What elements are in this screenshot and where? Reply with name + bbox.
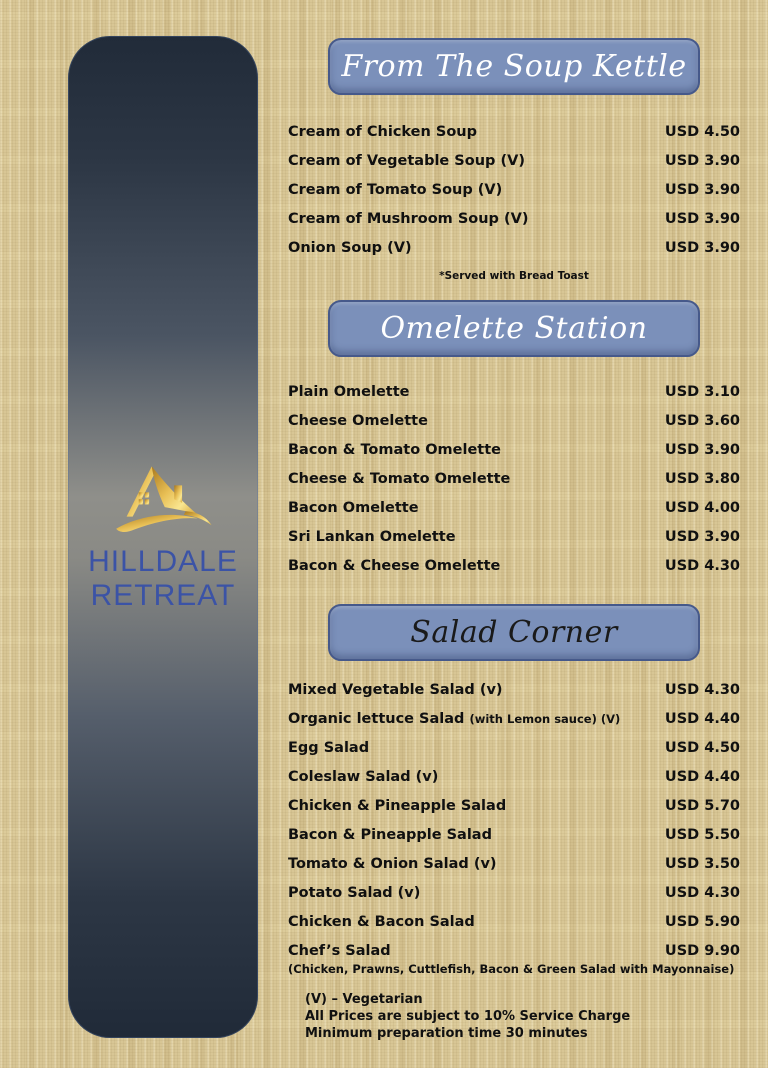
menu-item-name [288,856,497,872]
menu-item-name-text: Cream of Tomato Soup (V) [288,181,503,198]
menu-item-name [288,711,620,727]
menu-item-price: USD 3.90 [664,441,740,458]
menu-item-row [288,117,740,146]
menu-item-name-text: Potato Salad (v) [288,884,421,901]
section-note: *Served with Bread Toast [439,270,589,282]
menu-item-price: USD 4.30 [664,681,740,698]
section-title: Omelette Station [380,311,648,346]
menu-item-name-text: Cream of Mushroom Soup (V) [288,210,529,227]
menu-item-name-text: Bacon Omelette [288,499,419,516]
menu-item-row [288,820,740,849]
menu-item-name [288,153,525,169]
footnote-preparation-time: Minimum preparation time 30 minutes [305,1026,588,1041]
menu-item-name [288,124,477,140]
section-items [288,117,740,262]
menu-sections [288,38,740,977]
menu-item-price: USD 4.40 [664,768,740,785]
menu-item-name-text: Chicken & Pineapple Salad [288,797,507,814]
menu-item-name-text: Sri Lankan Omelette [288,528,456,545]
footnote-service-charge: All Prices are subject to 10% Service Charge [305,1009,631,1024]
menu-item-name [288,384,410,400]
section-items [288,675,740,977]
menu-item-row [288,733,740,762]
brand-logo [68,461,258,613]
menu-item-name [288,413,428,429]
menu-item-name [288,558,500,574]
menu-item-row [288,406,740,435]
hilldale-house-icon [111,461,215,541]
menu-item-name [288,182,502,198]
menu-item-row [288,493,740,522]
menu-item-row [288,936,740,965]
menu-item-name [288,914,475,930]
menu-item-name [288,529,456,545]
menu-item-price: USD 3.50 [664,855,740,872]
menu-item-name-text: Onion Soup (V) [288,239,412,256]
menu-item-name [288,682,503,698]
menu-item-price: USD 3.60 [664,412,740,429]
menu-item-name [288,211,528,227]
menu-item-name-text: Organic lettuce Salad [288,710,465,727]
menu-item-name-text: Bacon & Tomato Omelette [288,441,501,458]
brand-name-line1: HILLDALE [88,545,238,578]
menu-item-row [288,791,740,820]
menu-item-name-text: Bacon & Cheese Omelette [288,557,501,574]
menu-content [288,0,740,1042]
section-heading-banner [328,604,700,661]
menu-item-name [288,769,438,785]
menu-item-row [288,878,740,907]
menu-item-name-text: Coleslaw Salad (v) [288,768,439,785]
menu-item-price: USD 4.50 [664,739,740,756]
menu-item-description: (Chicken, Prawns, Cuttlefish, Bacon & Green Salad with Mayonnaise) [288,962,735,976]
menu-item-row [288,551,740,580]
menu-section-omelette [288,300,740,580]
menu-item-price: USD 3.90 [664,528,740,545]
menu-item-row [288,204,740,233]
menu-item-name-text: Cheese Omelette [288,412,428,429]
menu-item-price: USD 4.50 [664,123,740,140]
menu-item-price: USD 5.70 [664,797,740,814]
menu-item-row [288,435,740,464]
menu-item-name [288,827,492,843]
menu-item-row [288,704,740,733]
menu-item-row [288,146,740,175]
menu-item-name-text: Egg Salad [288,739,370,756]
menu-item-price: USD 3.90 [664,210,740,227]
menu-item-row [288,675,740,704]
menu-item-price: USD 4.30 [664,557,740,574]
menu-item-price: USD 5.50 [664,826,740,843]
menu-item-row [288,233,740,262]
menu-item-name [288,798,506,814]
menu-item-name-text: Chef’s Salad [288,942,391,959]
menu-item-name-text: Mixed Vegetable Salad (v) [288,681,503,698]
menu-section-soup [288,38,740,284]
menu-item-name [288,471,510,487]
brand-sidebar [68,36,258,1038]
menu-item-name-text: Chicken & Bacon Salad [288,913,475,930]
menu-item-name-text: Plain Omelette [288,383,410,400]
brand-name-line2: RETREAT [90,579,236,612]
menu-item-row [288,175,740,204]
menu-item-name [288,740,369,756]
menu-item-price: USD 3.80 [664,470,740,487]
section-title: Salad Corner [410,615,618,650]
menu-item-name-text: Bacon & Pineapple Salad [288,826,492,843]
menu-item-price: USD 4.00 [664,499,740,516]
section-title: From The Soup Kettle [341,49,687,84]
menu-item-price: USD 5.90 [664,913,740,930]
menu-item-name [288,240,412,256]
menu-item-price: USD 4.30 [664,884,740,901]
section-items [288,377,740,580]
menu-item-price: USD 3.10 [664,383,740,400]
menu-item-price: USD 3.90 [664,239,740,256]
menu-item-row [288,907,740,936]
menu-item-name [288,442,501,458]
menu-item-name [288,500,419,516]
menu-item-row [288,522,740,551]
menu-footnotes [305,991,740,1042]
section-heading-banner [328,300,700,357]
menu-item-price: USD 3.90 [664,152,740,169]
footnote-vegetarian: (V) – Vegetarian [305,992,423,1007]
menu-item-price: USD 3.90 [664,181,740,198]
menu-item-name [288,943,391,959]
menu-item-name-text: Cheese & Tomato Omelette [288,470,511,487]
menu-item-name-suffix: (with Lemon sauce) (V) [469,711,621,726]
menu-item-price: USD 9.90 [664,942,740,959]
menu-item-name-text: Tomato & Onion Salad (v) [288,855,497,872]
menu-item-price: USD 4.40 [664,710,740,727]
menu-item-row [288,464,740,493]
menu-section-salad [288,604,740,977]
menu-item-name-text: Cream of Vegetable Soup (V) [288,152,525,169]
section-heading-banner [328,38,700,95]
menu-item-name-text: Cream of Chicken Soup [288,123,477,140]
menu-item-row [288,849,740,878]
menu-item-row [288,762,740,791]
menu-item-name [288,885,420,901]
menu-item-row [288,377,740,406]
